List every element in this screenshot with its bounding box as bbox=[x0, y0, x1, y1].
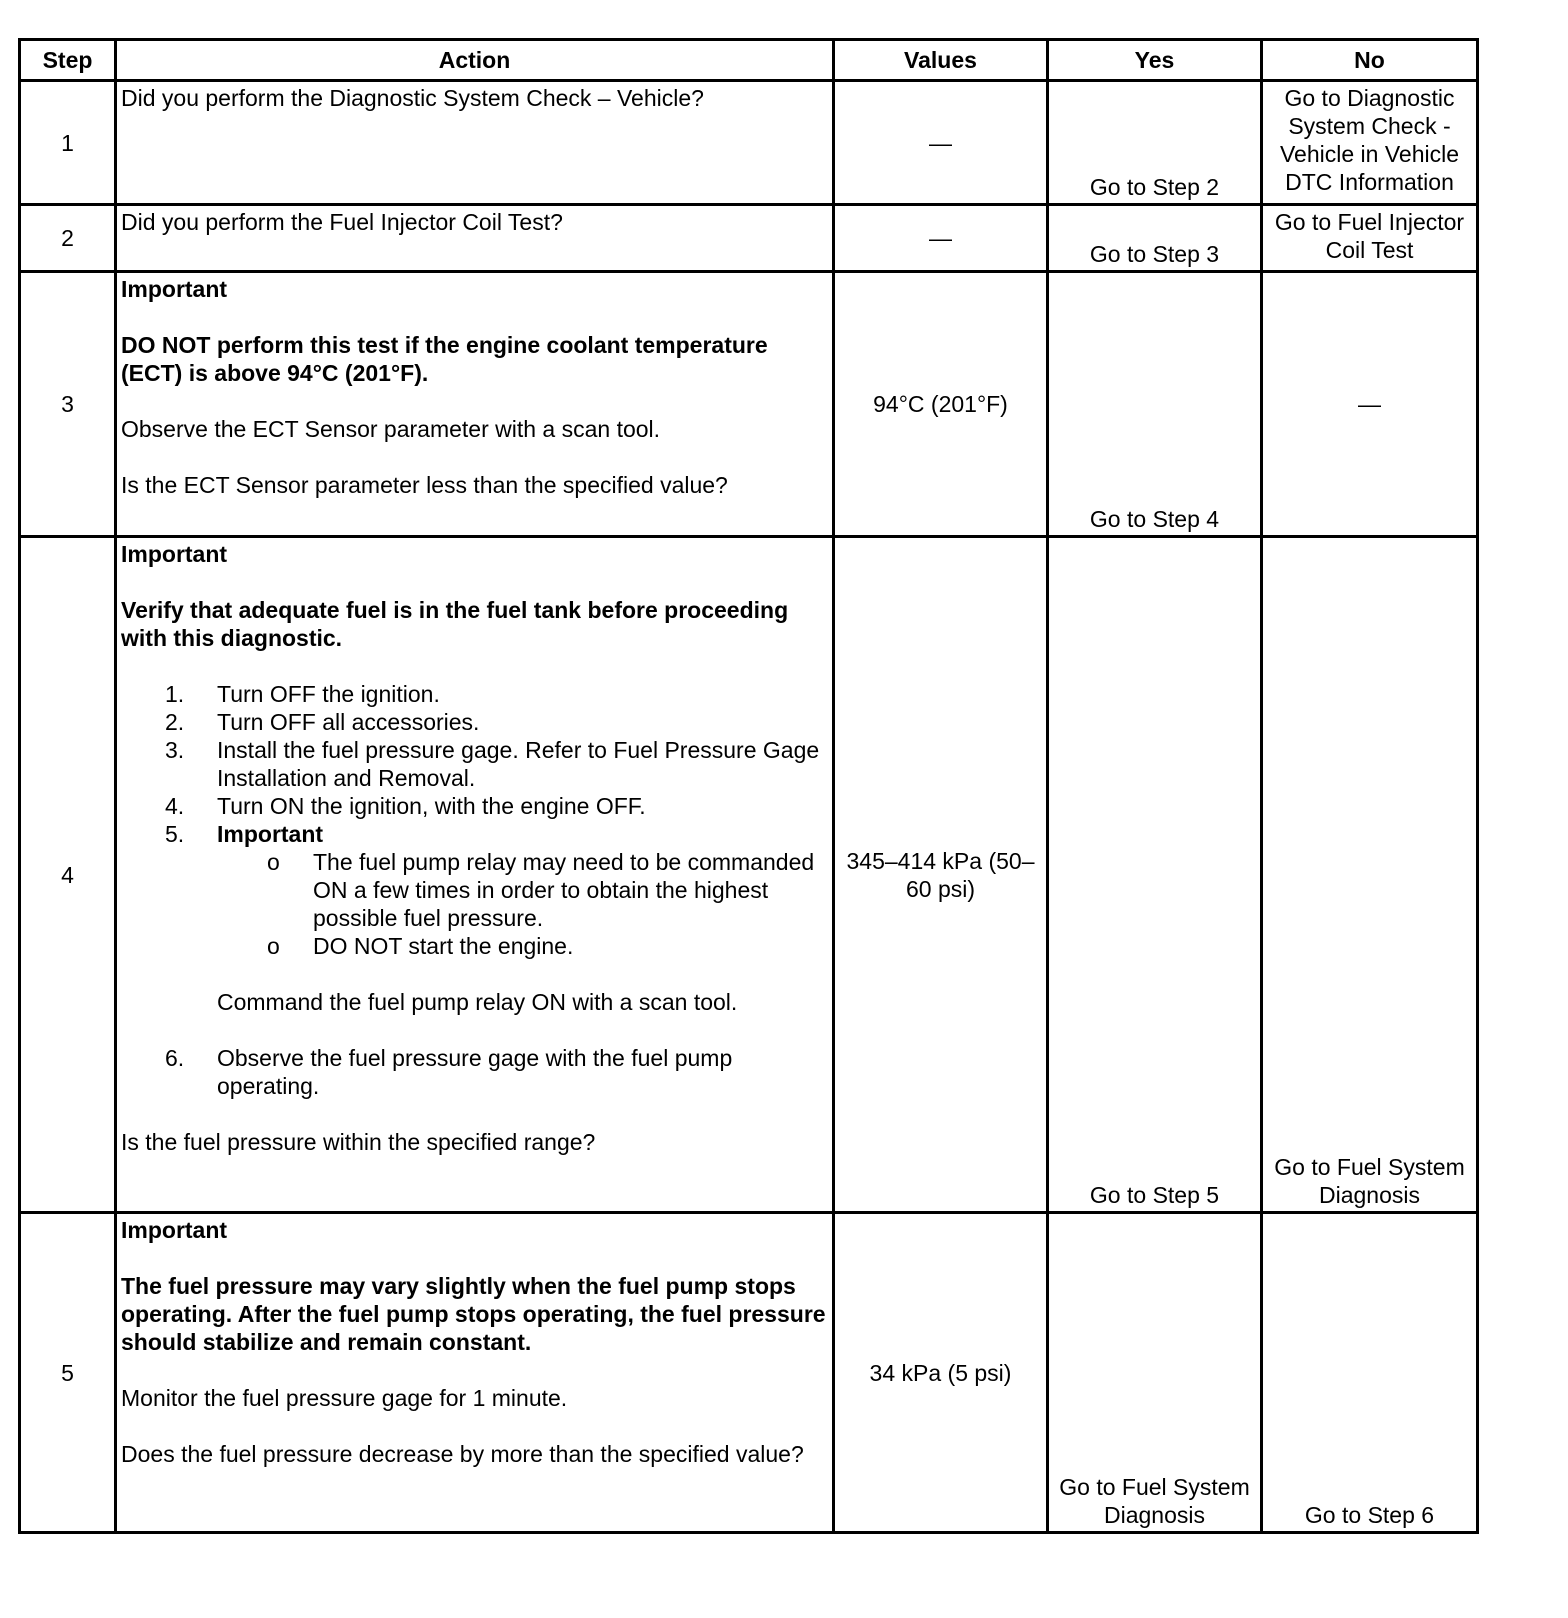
substep-number: 5. bbox=[165, 821, 185, 847]
no-cell[interactable]: Go to Fuel Injector Coil Test bbox=[1262, 205, 1478, 272]
list-item bbox=[165, 1044, 828, 1100]
list-item bbox=[267, 848, 828, 932]
important-text: DO NOT perform this test if the engine coolant temperature (ECT) is above 94°C (201°F). bbox=[121, 332, 768, 386]
important-label: Important bbox=[121, 1217, 228, 1243]
substep-number: 1. bbox=[165, 681, 185, 707]
bullet-text: DO NOT start the engine. bbox=[313, 933, 574, 959]
list-item bbox=[165, 792, 828, 820]
substep-text: Turn OFF the ignition. bbox=[217, 681, 440, 707]
important-label: Important bbox=[121, 276, 228, 302]
values-cell: 345–414 kPa (50–60 psi) bbox=[834, 537, 1048, 1213]
table-row bbox=[20, 537, 1478, 1213]
action-question: Did you perform the Fuel Injector Coil Test? bbox=[121, 209, 563, 235]
step-number: 5 bbox=[20, 1213, 116, 1533]
substep-text: Turn ON the ignition, with the engine OFF. bbox=[217, 793, 646, 819]
substep-number: 3. bbox=[165, 737, 185, 763]
step-number: 1 bbox=[20, 81, 116, 205]
yes-cell[interactable]: Go to Step 2 bbox=[1048, 81, 1262, 205]
header-values: Values bbox=[834, 40, 1048, 81]
important-label: Important bbox=[121, 541, 228, 567]
substep-number: 6. bbox=[165, 1045, 185, 1071]
values-cell: 94°C (201°F) bbox=[834, 272, 1048, 537]
yes-cell[interactable]: Go to Step 5 bbox=[1048, 537, 1262, 1213]
command-text: Command the fuel pump relay ON with a scan tool. bbox=[217, 989, 738, 1015]
table-row bbox=[20, 205, 1478, 272]
step-number: 4 bbox=[20, 537, 116, 1213]
yes-cell[interactable]: Go to Step 3 bbox=[1048, 205, 1262, 272]
list-item bbox=[165, 708, 828, 736]
bullet-text: The fuel pump relay may need to be commanded ON a few times in order to obtain the highest possible fuel pressure. bbox=[313, 849, 815, 931]
header-no: No bbox=[1262, 40, 1478, 81]
important-text: The fuel pressure may vary slightly when the fuel pump stops operating. After the fuel pump stops operating, the fuel pressure should stabilize and remain constant. bbox=[121, 1273, 826, 1355]
list-item bbox=[267, 932, 828, 960]
step-number: 2 bbox=[20, 205, 116, 272]
substep-text: Install the fuel pressure gage. Refer to Fuel Pressure Gage Installation and Removal. bbox=[217, 737, 820, 791]
substep-text: Turn OFF all accessories. bbox=[217, 709, 480, 735]
action-question: Is the fuel pressure within the specified range? bbox=[121, 1129, 596, 1155]
values-cell: 34 kPa (5 psi) bbox=[834, 1213, 1048, 1533]
values-cell: — bbox=[834, 81, 1048, 205]
list-item bbox=[165, 820, 828, 1016]
no-cell[interactable]: Go to Diagnostic System Check - Vehicle in Vehicle DTC Information bbox=[1262, 81, 1478, 205]
important-text: Verify that adequate fuel is in the fuel tank before proceeding with this diagnostic. bbox=[121, 597, 789, 651]
no-cell: — bbox=[1262, 272, 1478, 537]
header-action: Action bbox=[116, 40, 834, 81]
header-yes: Yes bbox=[1048, 40, 1262, 81]
yes-cell[interactable]: Go to Step 4 bbox=[1048, 272, 1262, 537]
action-instruction: Monitor the fuel pressure gage for 1 minute. bbox=[121, 1385, 568, 1411]
values-cell: — bbox=[834, 205, 1048, 272]
yes-cell[interactable]: Go to Fuel System Diagnosis bbox=[1048, 1213, 1262, 1533]
table-row bbox=[20, 1213, 1478, 1533]
action-instruction: Observe the ECT Sensor parameter with a scan tool. bbox=[121, 416, 661, 442]
substep-text: Observe the fuel pressure gage with the fuel pump operating. bbox=[217, 1045, 733, 1099]
action-text bbox=[116, 272, 834, 537]
table-row bbox=[20, 272, 1478, 537]
action-question: Does the fuel pressure decrease by more than the specified value? bbox=[121, 1441, 804, 1467]
action-text bbox=[116, 81, 834, 205]
substep-list bbox=[121, 680, 828, 1100]
substep-number: 4. bbox=[165, 793, 185, 819]
list-item bbox=[165, 680, 828, 708]
diagnostic-table bbox=[18, 38, 1479, 1534]
no-cell[interactable]: Go to Fuel System Diagnosis bbox=[1262, 537, 1478, 1213]
bullet-marker: o bbox=[267, 849, 280, 875]
header-step: Step bbox=[20, 40, 116, 81]
list-item bbox=[165, 736, 828, 792]
substep-important-label: Important bbox=[217, 821, 324, 847]
no-cell[interactable]: Go to Step 6 bbox=[1262, 1213, 1478, 1533]
substep-number: 2. bbox=[165, 709, 185, 735]
action-question: Did you perform the Diagnostic System Check – Vehicle? bbox=[121, 85, 704, 111]
action-text bbox=[116, 1213, 834, 1533]
action-text bbox=[116, 205, 834, 272]
bullet-marker: o bbox=[267, 933, 280, 959]
bullet-list bbox=[217, 848, 828, 960]
action-text bbox=[116, 537, 834, 1213]
table-row bbox=[20, 81, 1478, 205]
action-question: Is the ECT Sensor parameter less than the specified value? bbox=[121, 472, 728, 498]
header-row bbox=[20, 40, 1478, 81]
step-number: 3 bbox=[20, 272, 116, 537]
